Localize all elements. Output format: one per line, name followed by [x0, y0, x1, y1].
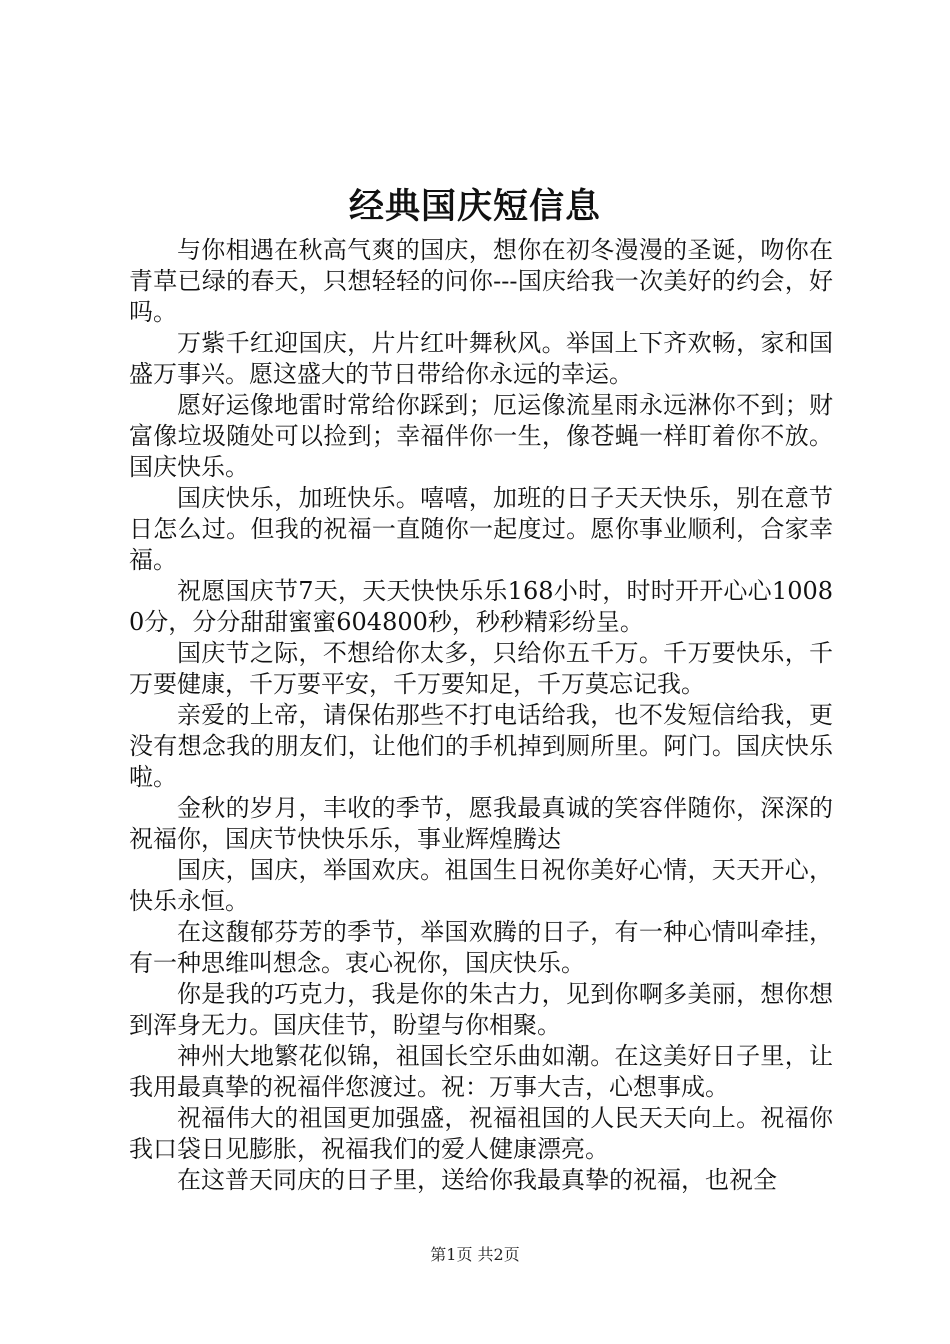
paragraph: 国庆，国庆，举国欢庆。祖国生日祝你美好心情，天天开心，快乐永恒。	[129, 856, 833, 915]
paragraph: 国庆快乐，加班快乐。嘻嘻，加班的日子天天快乐，别在意节日怎么过。但我的祝福一直随你一起度过。愿你事业顺利，合家幸福。	[129, 484, 833, 574]
paragraph: 亲爱的上帝，请保佑那些不打电话给我，也不发短信给我，更没有想念我的朋友们，让他们的手机掉到厕所里。阿门。国庆快乐啦。	[129, 701, 833, 791]
paragraph: 祝愿国庆节7天，天天快快乐乐168小时，时时开开心心10080分，分分甜甜蜜蜜604800秒，秒秒精彩纷呈。	[129, 577, 833, 636]
paragraph: 神州大地繁花似锦，祖国长空乐曲如潮。在这美好日子里，让我用最真挚的祝福伴您渡过。祝：万事大吉，心想事成。	[129, 1042, 833, 1101]
paragraph: 与你相遇在秋高气爽的国庆，想你在初冬漫漫的圣诞，吻你在青草已绿的春天，只想轻轻的问你---国庆给我一次美好的约会，好吗。	[129, 236, 833, 326]
document-body	[129, 235, 833, 1196]
page-footer: 第1页 共2页	[430, 1245, 520, 1264]
paragraph: 万紫千红迎国庆，片片红叶舞秋风。举国上下齐欢畅，家和国盛万事兴。愿这盛大的节日带给你永远的幸运。	[129, 329, 833, 388]
paragraph: 国庆节之际，不想给你太多，只给你五千万。千万要快乐，千万要健康，千万要平安，千万要知足，千万莫忘记我。	[129, 639, 833, 698]
paragraph: 你是我的巧克力，我是你的朱古力，见到你啊多美丽，想你想到浑身无力。国庆佳节，盼望与你相聚。	[129, 980, 833, 1039]
document-title: 经典国庆短信息	[348, 186, 601, 227]
paragraph: 祝福伟大的祖国更加强盛，祝福祖国的人民天天向上。祝福你我口袋日见膨胀，祝福我们的爱人健康漂亮。	[129, 1104, 833, 1163]
paragraph: 金秋的岁月，丰收的季节，愿我最真诚的笑容伴随你，深深的祝福你，国庆节快快乐乐，事业辉煌腾达	[129, 794, 833, 853]
paragraph: 在这馥郁芬芳的季节，举国欢腾的日子，有一种心情叫牵挂，有一种思维叫想念。衷心祝你，国庆快乐。	[129, 918, 833, 977]
paragraph: 愿好运像地雷时常给你踩到；厄运像流星雨永远淋你不到；财富像垃圾随处可以捡到；幸福伴你一生，像苍蝇一样盯着你不放。国庆快乐。	[129, 391, 833, 481]
paragraph: 在这普天同庆的日子里，送给你我最真挚的祝福，也祝全	[177, 1166, 777, 1194]
